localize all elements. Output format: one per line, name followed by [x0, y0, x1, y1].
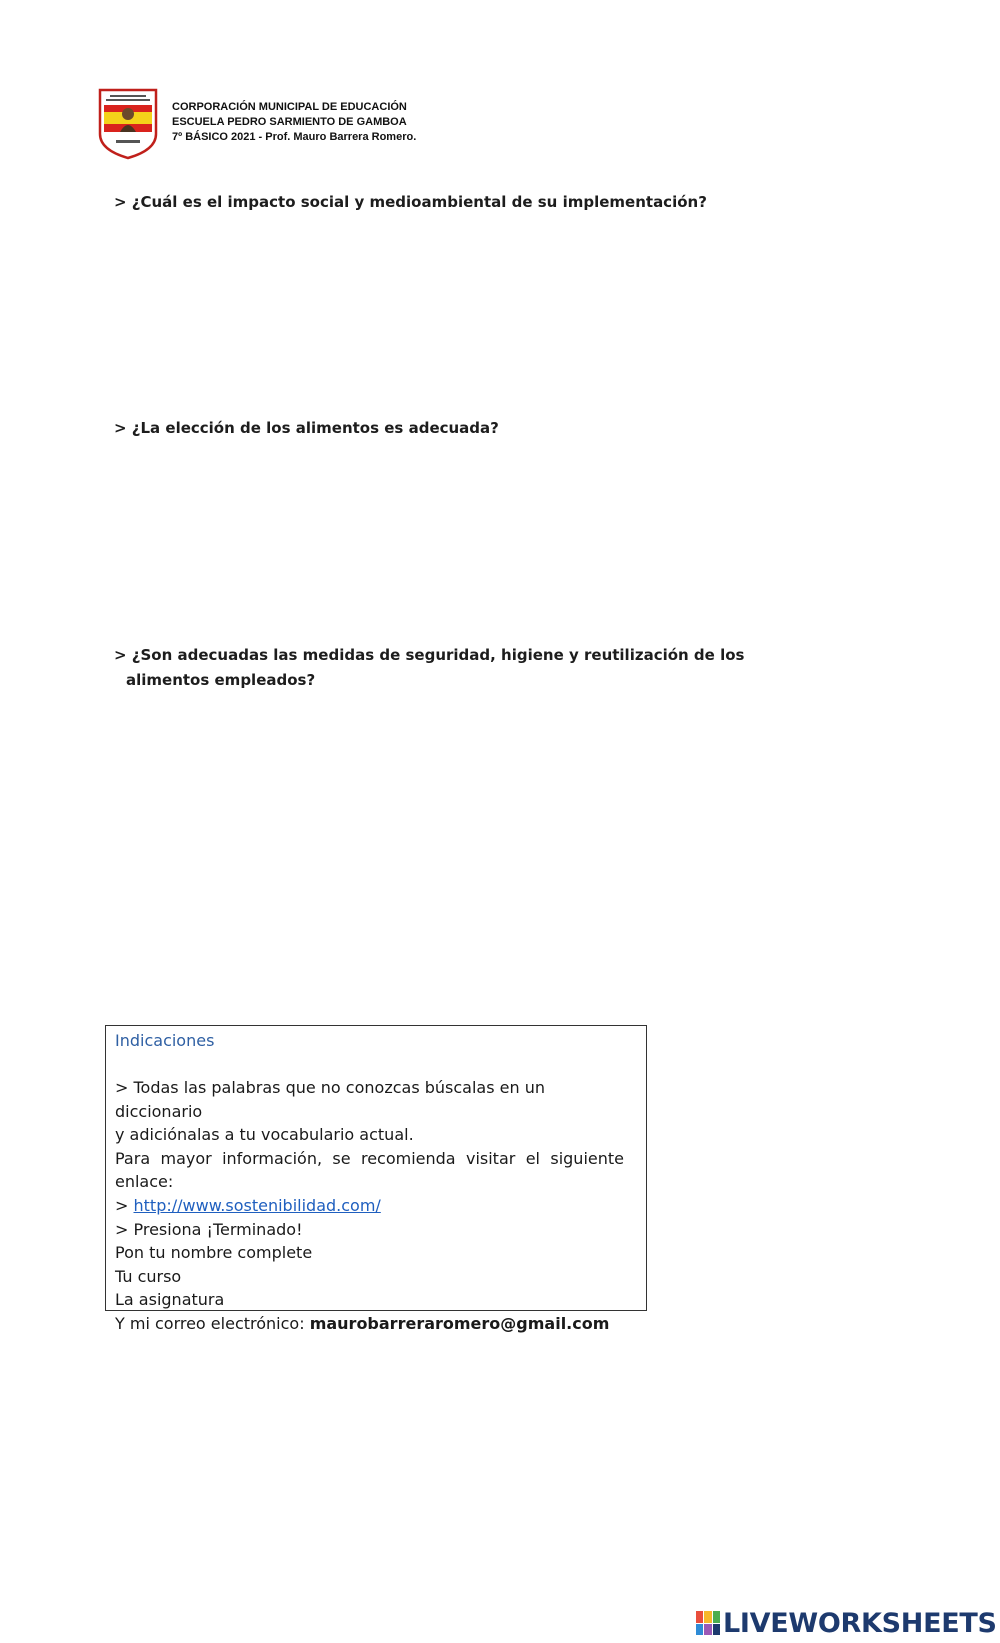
- email-prefix: Y mi correo electrónico:: [115, 1313, 305, 1333]
- sostenibilidad-link[interactable]: http://www.sostenibilidad.com/: [133, 1195, 381, 1215]
- link-prefix: >: [115, 1195, 129, 1215]
- instructions-line: y adiciónalas a tu vocabulario actual.: [115, 1125, 414, 1145]
- instructions-line: Tu curso: [115, 1266, 182, 1286]
- teacher-email: maurobarreraromero@gmail.com: [309, 1313, 610, 1333]
- question-food-choice: > ¿La elección de los alimentos es adecuada?: [114, 419, 499, 437]
- school-crest-icon: [98, 88, 158, 160]
- question-impact: > ¿Cuál es el impacto social y medioambiental de su implementación?: [114, 193, 707, 211]
- header-line-school: ESCUELA PEDRO SARMIENTO DE GAMBOA: [172, 116, 407, 128]
- header-line-course: 7º BÁSICO 2021 - Prof. Mauro Barrera Romero.: [172, 131, 417, 143]
- question-safety-line1: > ¿Son adecuadas las medidas de seguridad, higiene y reutilización de los: [114, 646, 745, 664]
- instructions-link-row: [115, 1194, 624, 1218]
- instructions-line: Para mayor información, se recomienda visitar el siguiente: [115, 1148, 624, 1168]
- liveworksheets-logo: [696, 1608, 997, 1638]
- instructions-line: enlace:: [115, 1172, 174, 1192]
- instructions-line: La asignatura: [115, 1290, 225, 1310]
- liveworksheets-brand: LIVEWORKSHEETS: [723, 1607, 997, 1639]
- instructions-box: [105, 1025, 647, 1333]
- liveworksheets-mark-icon: [696, 1611, 720, 1635]
- instructions-line: > Presiona ¡Terminado!: [115, 1219, 303, 1239]
- question-safety-line2: alimentos empleados?: [126, 671, 316, 689]
- instructions-title: Indicaciones: [115, 1031, 215, 1050]
- document-header: [98, 88, 518, 162]
- header-text: [172, 100, 416, 145]
- instructions-line: Pon tu nombre complete: [115, 1243, 313, 1263]
- question-safety-measures: [114, 643, 744, 693]
- header-line-corporation: CORPORACIÓN MUNICIPAL DE EDUCACIÓN: [172, 101, 407, 113]
- instructions-line: > Todas las palabras que no conozcas búscalas en un diccionario: [115, 1078, 545, 1121]
- instructions-email-row: [115, 1312, 624, 1336]
